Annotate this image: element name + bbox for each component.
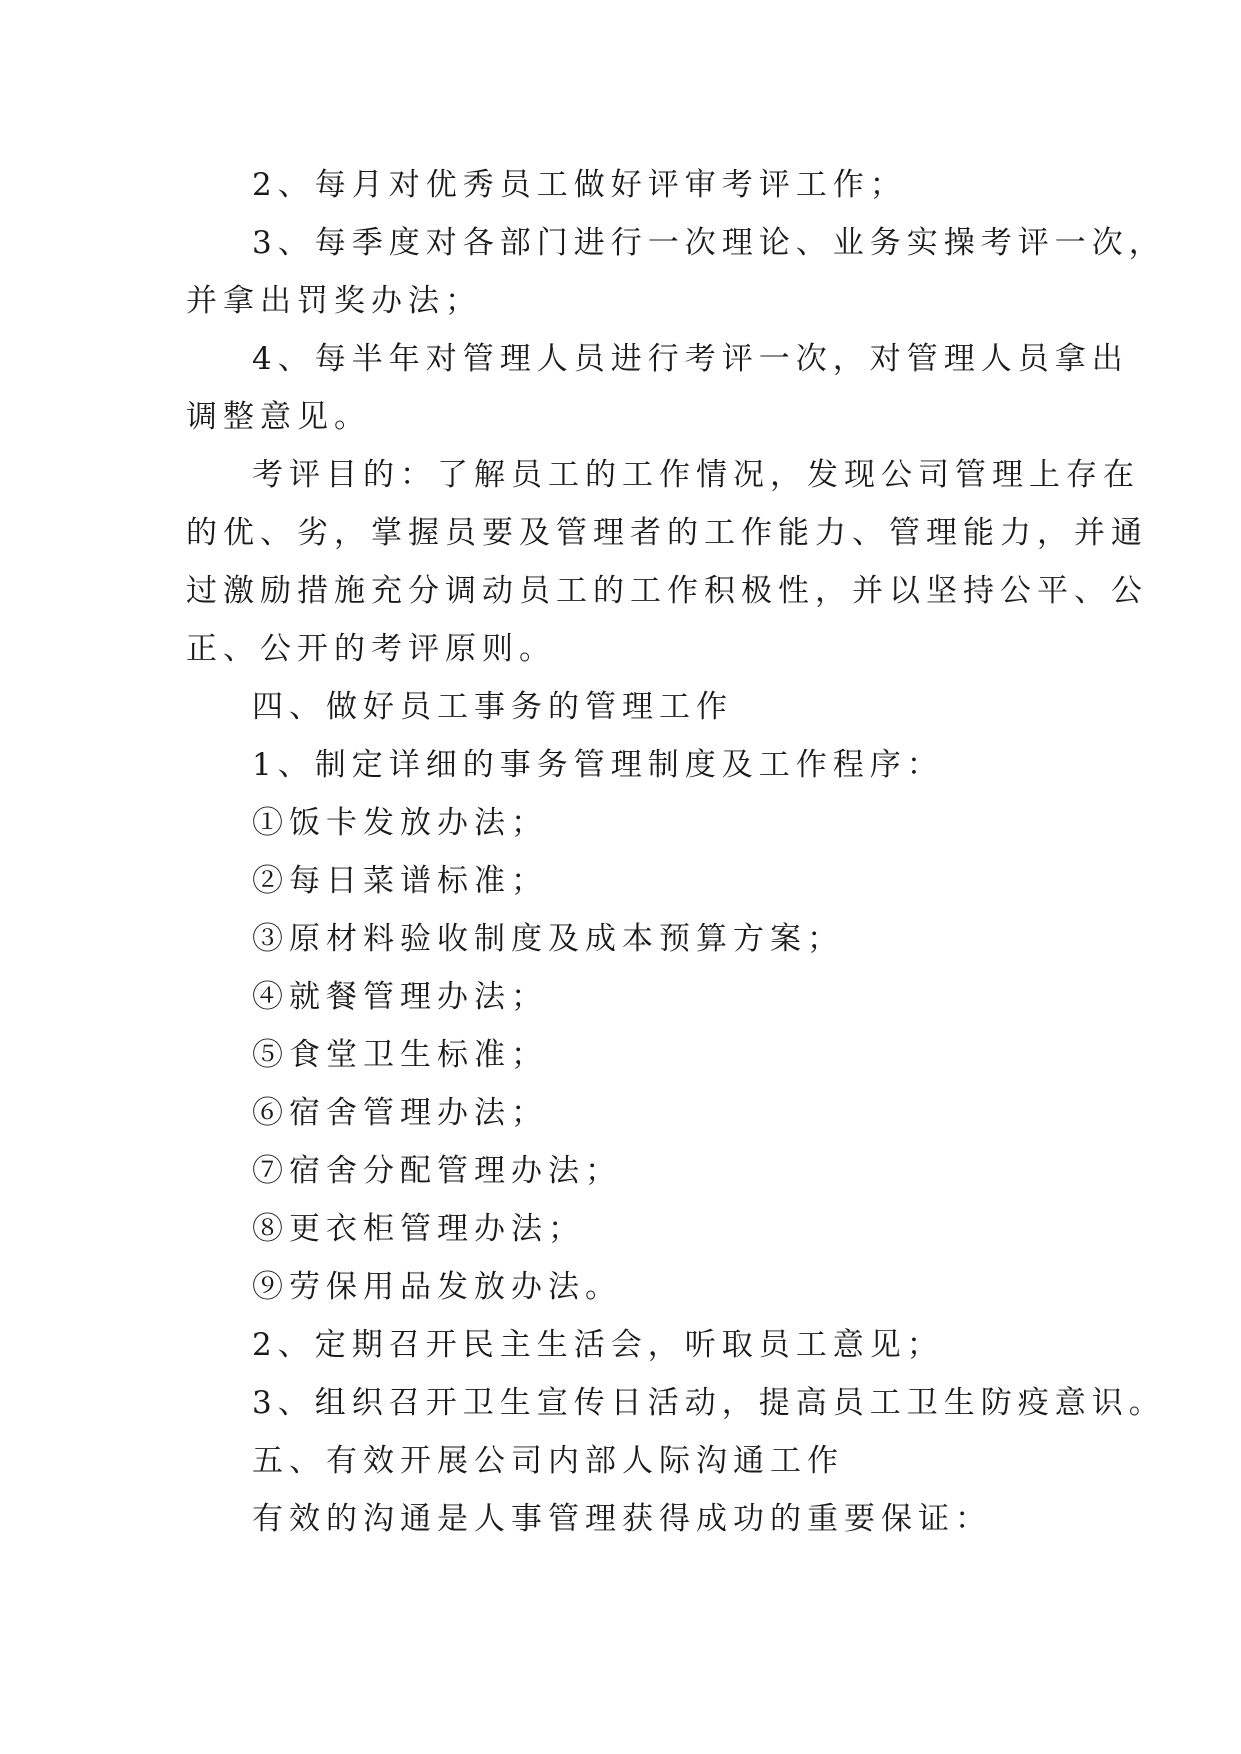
text-line: 过激励措施充分调动员工的工作积极性，并以坚持公平、公 [186, 573, 1148, 609]
text-line: 有效的沟通是人事管理获得成功的重要保证： [252, 1501, 992, 1537]
text-line: 1、制定详细的事务管理制度及工作程序： [252, 747, 944, 783]
list-item: ⑦宿舍分配管理办法； [252, 1153, 622, 1189]
list-item: ④就餐管理办法； [252, 979, 548, 1015]
list-item: ③原材料验收制度及成本预算方案； [252, 921, 844, 957]
section-heading: 五、有效开展公司内部人际沟通工作 [252, 1443, 844, 1479]
list-item: ⑥宿舍管理办法； [252, 1095, 548, 1131]
text-line: 正、公开的考评原则。 [186, 631, 556, 667]
text-line: 的优、劣，掌握员要及管理者的工作能力、管理能力，并通 [186, 515, 1148, 551]
text-line: 4、每半年对管理人员进行考评一次，对管理人员拿出 [252, 341, 1129, 377]
text-line: 并拿出罚奖办法； [186, 283, 482, 319]
text-line: 3、每季度对各部门进行一次理论、业务实操考评一次， [252, 225, 1166, 261]
list-item: ②每日菜谱标准； [252, 863, 548, 899]
text-line: 2、每月对优秀员工做好评审考评工作； [252, 167, 907, 203]
text-line: 调整意见。 [186, 399, 371, 435]
list-item: ⑧更衣柜管理办法； [252, 1211, 585, 1247]
section-heading: 四、做好员工事务的管理工作 [252, 689, 733, 725]
text-line: 2、定期召开民主生活会，听取员工意见； [252, 1327, 944, 1363]
list-item: ⑤食堂卫生标准； [252, 1037, 548, 1073]
list-item: ⑨劳保用品发放办法。 [252, 1269, 622, 1305]
text-line: 考评目的：了解员工的工作情况，发现公司管理上存在 [252, 457, 1140, 493]
text-line: 3、组织召开卫生宣传日活动，提高员工卫生防疫意识。 [252, 1385, 1166, 1421]
list-item: ①饭卡发放办法； [252, 805, 548, 841]
